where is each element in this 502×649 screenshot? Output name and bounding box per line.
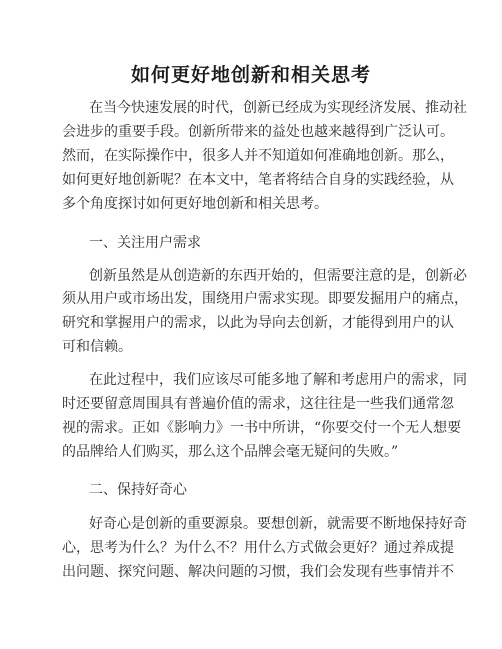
paragraph-line: 创新虽然是从创造新的东西开始的，但需要注意的是，创新必 [89,268,467,284]
paragraph-line: 的品牌给人们购买，那么这个品牌会毫无疑问的失败。” [62,444,399,460]
paragraph-line: 出问题、探究问题、解决问题的习惯，我们会发现有些事情并不 [62,564,454,580]
paragraph-line: 可和信赖。 [62,339,132,355]
section-heading: 一、关注用户需求 [89,235,201,251]
paragraph-line: 会进步的重要手段。创新所带来的益处也越来越得到广泛认可。 [62,124,454,140]
paragraph-line: 在此过程中，我们应该尽可能多地了解和考虑用户的需求，同 [89,372,467,388]
paragraph-line: 好奇心是创新的重要源泉。要想创新，就需要不断地保持好奇 [89,516,467,532]
paragraph-line: 心，思考为什么？为什么不？用什么方式做会更好？通过养成提 [62,540,454,556]
section-heading: 二、保持好奇心 [89,482,187,498]
paragraph-line: 在当今快速发展的时代，创新已经成为实现经济发展、推动社 [89,100,467,116]
paragraph-line: 研究和掌握用户的需求，以此为导向去创新，才能得到用户的认 [62,315,454,331]
paragraph-line: 如何更好地创新呢？在本文中，笔者将结合自身的实践经验，从 [62,172,454,188]
paragraph-line: 然而，在实际操作中，很多人并不知道如何准确地创新。那么， [62,148,454,164]
paragraph-line: 时还要留意周围具有普遍价值的需求，这往往是一些我们通常忽 [62,396,454,412]
paragraph-line: 视的需求。正如《影响力》一书中所讲，“你要交付一个无人想要 [62,420,462,436]
paragraph-line: 须从用户或市场出发，围绕用户需求实现。即要发掘用户的痛点， [62,291,468,307]
document-title: 如何更好地创新和相关思考 [130,64,371,86]
paragraph-line: 多个角度探讨如何更好地创新和相关思考。 [62,196,328,212]
